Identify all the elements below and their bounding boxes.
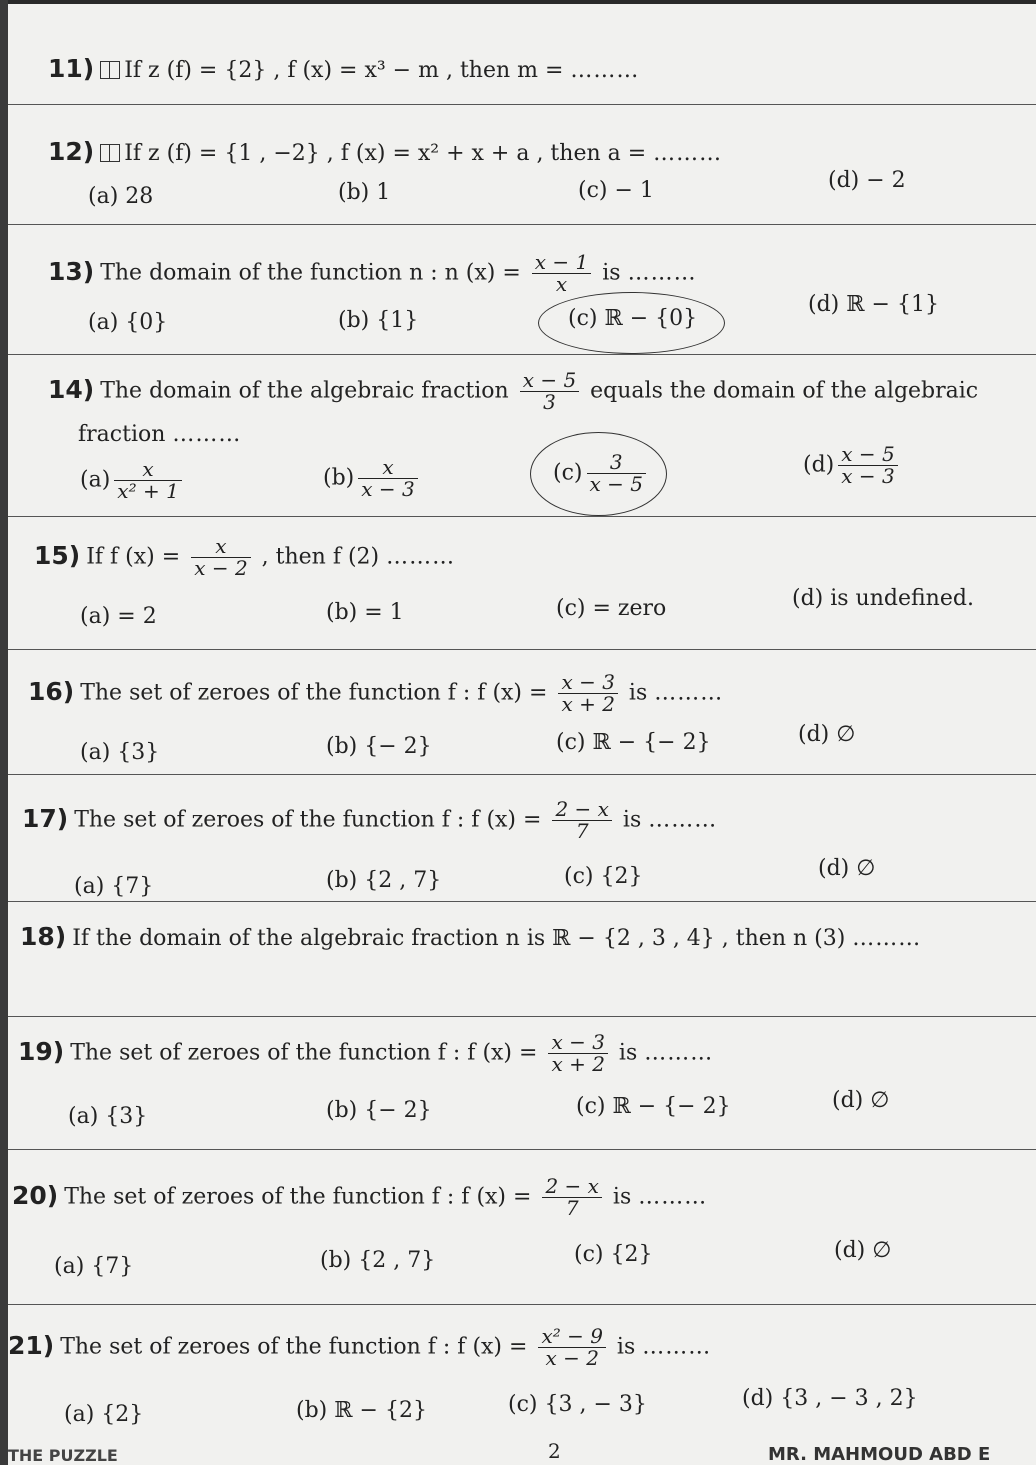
- option-b[interactable]: (b) {− 2}: [326, 1098, 432, 1123]
- question-text: If z (f) = {2} , f (x) = x³ − m , then m =: [124, 58, 571, 83]
- question-number: 15): [34, 540, 81, 570]
- option-c[interactable]: [553, 452, 650, 495]
- answer-blank[interactable]: ………: [653, 141, 723, 166]
- option-b[interactable]: (b) {− 2}: [326, 734, 432, 759]
- question-text: is: [595, 260, 628, 286]
- footer-author: MR. MAHMOUD ABD E: [768, 1444, 991, 1465]
- denominator: x² + 1: [117, 479, 179, 503]
- question-14: [48, 370, 978, 413]
- question-text: , then f (2): [254, 544, 387, 570]
- divider: [8, 1016, 1036, 1017]
- answer-blank[interactable]: ………: [627, 260, 697, 286]
- fraction: [520, 370, 579, 413]
- option-a[interactable]: (a) {3}: [80, 740, 160, 765]
- fraction: [191, 536, 250, 579]
- option-c[interactable]: (c) = zero: [556, 596, 667, 621]
- question-text: is: [615, 807, 649, 833]
- question-number: 12): [48, 137, 95, 166]
- option-d[interactable]: (d) ∅: [832, 1088, 890, 1113]
- option-label: (c): [553, 460, 583, 486]
- option-a[interactable]: (a) {0}: [88, 310, 168, 335]
- answer-blank[interactable]: ………: [654, 680, 724, 706]
- numerator: x² − 9: [538, 1326, 606, 1348]
- option-d[interactable]: (d) ℝ − {1}: [808, 292, 939, 317]
- page-edge-shadow: [0, 0, 8, 1465]
- option-d[interactable]: (d) ∅: [798, 722, 856, 747]
- page-number: 2: [548, 1439, 561, 1463]
- question-text: is: [611, 1040, 645, 1066]
- answer-blank[interactable]: ………: [852, 926, 922, 951]
- fraction: [538, 1326, 606, 1369]
- numerator: x: [191, 536, 250, 558]
- question-text: equals the domain of the algebraic: [583, 378, 979, 404]
- option-d[interactable]: (d) ∅: [818, 856, 876, 881]
- answer-blank[interactable]: ………: [570, 58, 640, 83]
- option-b[interactable]: (b) ℝ − {2}: [296, 1398, 427, 1423]
- fraction: [114, 459, 182, 502]
- denominator: 3: [543, 390, 556, 414]
- denominator: x − 3: [841, 464, 895, 488]
- divider: [8, 901, 1036, 902]
- question-21: [8, 1326, 711, 1369]
- option-a[interactable]: (a) {3}: [68, 1104, 148, 1129]
- divider: [8, 516, 1036, 517]
- question-text: The set of zeroes of the function f : f (x) =: [64, 1184, 539, 1210]
- answer-blank[interactable]: ………: [648, 807, 718, 833]
- option-c[interactable]: (c) {2}: [574, 1242, 653, 1267]
- option-label: (b): [323, 465, 355, 491]
- option-b[interactable]: (b) {1}: [338, 308, 419, 333]
- answer-blank[interactable]: ………: [644, 1040, 714, 1066]
- option-c[interactable]: (c) ℝ − {− 2}: [556, 730, 711, 755]
- worksheet-page: [8, 4, 1036, 1465]
- option-a[interactable]: [80, 459, 186, 502]
- fraction: [838, 444, 897, 487]
- question-text: is: [621, 680, 655, 706]
- fraction: [358, 457, 417, 500]
- question-number: 13): [48, 256, 95, 286]
- question-12: [48, 139, 722, 165]
- question-20: [12, 1176, 707, 1219]
- answer-blank[interactable]: ………: [172, 422, 242, 447]
- denominator: x: [555, 272, 568, 296]
- numerator: x: [114, 459, 182, 481]
- book-icon: [100, 61, 120, 79]
- option-label: (a): [80, 467, 111, 493]
- fraction: [532, 252, 591, 295]
- question-14-continued: [78, 424, 241, 446]
- question-18: [20, 924, 921, 950]
- denominator: x − 2: [194, 556, 248, 580]
- question-19: [18, 1032, 713, 1075]
- option-d[interactable]: (d) {3 , − 3 , 2}: [742, 1386, 918, 1411]
- option-b[interactable]: [323, 457, 422, 500]
- option-c[interactable]: (c) − 1: [578, 178, 654, 203]
- question-15: [34, 536, 455, 579]
- question-17: [22, 799, 717, 842]
- option-a[interactable]: (a) {2}: [64, 1402, 144, 1427]
- option-b[interactable]: (b) {2 , 7}: [326, 868, 442, 893]
- denominator: 7: [565, 1196, 579, 1220]
- option-d[interactable]: (d) ∅: [834, 1238, 892, 1263]
- divider: [8, 104, 1036, 105]
- denominator: x − 3: [361, 477, 415, 501]
- question-number: 11): [48, 54, 95, 83]
- question-text: The set of zeroes of the function f : f (x) =: [70, 1040, 545, 1066]
- question-number: 18): [20, 922, 67, 951]
- option-c[interactable]: (c) {2}: [564, 864, 643, 889]
- option-a[interactable]: (a) 28: [88, 184, 154, 209]
- divider: [8, 1304, 1036, 1305]
- question-text: If f (x) =: [86, 544, 188, 570]
- denominator: x − 2: [545, 1346, 599, 1370]
- question-text: The set of zeroes of the function f : f (x) =: [80, 680, 555, 706]
- numerator: 2 − x: [542, 1176, 601, 1198]
- footer-brand: THE PUZZLE: [8, 1446, 118, 1465]
- fraction: [552, 799, 611, 842]
- denominator: 7: [575, 819, 589, 843]
- option-b[interactable]: (b) {2 , 7}: [320, 1248, 436, 1273]
- question-text: is: [609, 1334, 643, 1360]
- question-number: 14): [48, 374, 95, 404]
- denominator: x + 2: [551, 1052, 605, 1076]
- option-c[interactable]: (c) {3 , − 3}: [508, 1392, 647, 1417]
- denominator: x − 5: [589, 472, 643, 496]
- numerator: x: [358, 457, 417, 479]
- question-text: The domain of the algebraic fraction: [100, 378, 516, 404]
- option-c[interactable]: (c) ℝ − {− 2}: [576, 1094, 731, 1119]
- question-number: 17): [22, 803, 69, 833]
- option-c[interactable]: (c) ℝ − {0}: [568, 306, 698, 331]
- fraction: [542, 1176, 601, 1219]
- divider: [8, 1149, 1036, 1150]
- answer-blank[interactable]: ………: [642, 1334, 712, 1360]
- answer-blank[interactable]: ………: [386, 544, 456, 570]
- numerator: 2 − x: [552, 799, 611, 821]
- numerator: x − 5: [838, 444, 897, 466]
- divider: [8, 774, 1036, 775]
- question-text: If z (f) = {1 , −2} , f (x) = x² + x + a , then a =: [124, 141, 654, 166]
- question-text: The set of zeroes of the function f : f (x) =: [74, 807, 549, 833]
- question-16: [28, 672, 723, 715]
- numerator: x − 1: [532, 252, 591, 274]
- divider: [8, 649, 1036, 650]
- option-b[interactable]: (b) 1: [338, 180, 391, 205]
- numerator: x − 3: [548, 1032, 607, 1054]
- question-text: is: [605, 1184, 639, 1210]
- answer-blank[interactable]: ………: [638, 1184, 708, 1210]
- denominator: x + 2: [561, 692, 615, 716]
- option-b[interactable]: (b) = 1: [326, 600, 404, 625]
- question-number: 16): [28, 676, 75, 706]
- divider: [8, 224, 1036, 225]
- fraction: [558, 672, 617, 715]
- question-number: 21): [8, 1330, 55, 1360]
- fraction: [548, 1032, 607, 1075]
- question-number: 20): [12, 1180, 59, 1210]
- divider: [8, 354, 1036, 355]
- question-text: The domain of the function n : n (x) =: [100, 260, 528, 286]
- question-11: [48, 56, 639, 82]
- option-label: (d): [803, 452, 835, 478]
- book-icon: [100, 144, 120, 162]
- fraction: [587, 452, 646, 495]
- numerator: x − 3: [558, 672, 617, 694]
- option-d[interactable]: (d) − 2: [828, 168, 906, 193]
- question-text: If the domain of the algebraic fraction n is ℝ − {2 , 3 , 4} , then n (3): [72, 926, 853, 951]
- numerator: x − 5: [520, 370, 579, 392]
- option-a[interactable]: (a) = 2: [80, 604, 157, 629]
- option-d[interactable]: (d) is undefined.: [792, 586, 974, 611]
- numerator: 3: [587, 452, 646, 474]
- question-text: fraction: [78, 422, 173, 447]
- option-a[interactable]: (a) {7}: [54, 1254, 134, 1279]
- option-a[interactable]: (a) {7}: [74, 874, 154, 899]
- question-text: The set of zeroes of the function f : f (x) =: [60, 1334, 535, 1360]
- option-d[interactable]: [803, 444, 902, 487]
- question-number: 19): [18, 1036, 65, 1066]
- question-13: [48, 252, 697, 295]
